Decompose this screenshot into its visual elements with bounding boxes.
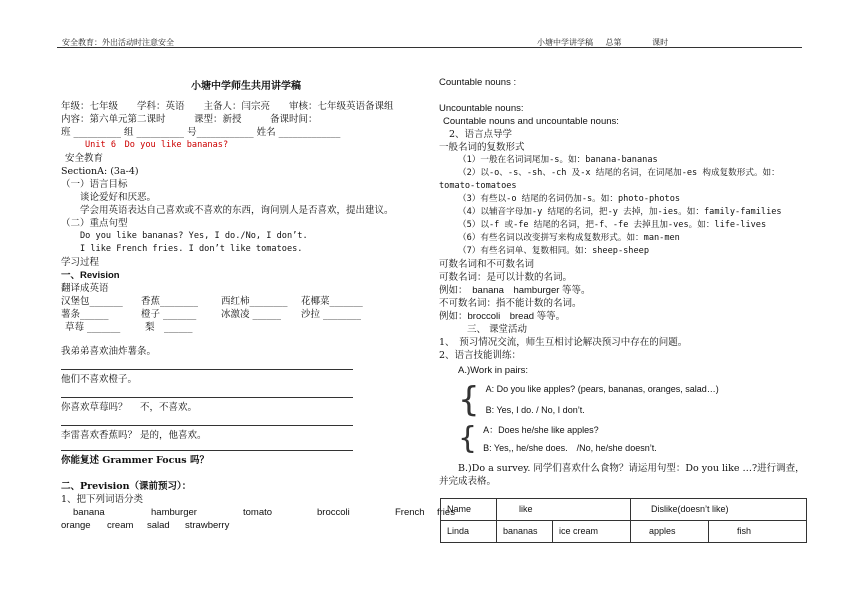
vocab-item: 花椰菜_______ (301, 296, 363, 307)
info-line-2: 内容：第六单元第二课时 课型：新授 备课时间： (61, 114, 318, 125)
vocab-row-3 (61, 321, 431, 334)
countable-uncountable-label: Countable nouns and uncountable nouns: (443, 116, 619, 127)
activity-1: 1、 预习情况交流，师生互相讨论解决预习中存在的问题。 (439, 337, 688, 348)
noun-type-heading: 可数名词和不可数名词 (439, 259, 535, 270)
pair-work-heading: A.)Work in pairs: (458, 365, 529, 376)
sentence-2: 他们不喜欢橙子。 (61, 374, 138, 385)
answer-line (61, 450, 353, 451)
countable-label: Countable nouns : (439, 77, 517, 88)
dialog-line: B: Yes, I do. / No, I don’t. (485, 405, 585, 415)
vocab-item: 橙子 _______ (141, 309, 197, 320)
process-heading: 学习过程 (61, 257, 100, 268)
word: hamburger (151, 507, 197, 518)
word: strawberry (185, 520, 230, 531)
brace-icon: { (458, 421, 478, 456)
goal-heading: （一）语言目标 (61, 179, 128, 190)
header-total-label: 总第 (605, 38, 622, 47)
dialog-line: B: Yes,, he/she does. /No, he/she doesn’t. (483, 443, 657, 453)
plural-rule-7: （7）有些名词单、复数相同。如：sheep-sheep (458, 246, 649, 256)
brace-icon: { (458, 380, 480, 420)
answer-line (61, 425, 353, 426)
revision-number: 一、 (61, 270, 81, 281)
sentence-3: 你喜欢草莓吗？ 不，不喜欢。 (61, 402, 198, 413)
uncountable-def: 不可数名词：指不能计数的名词。 (439, 298, 582, 309)
grammar-question: 你能复述 Grammer Focus 吗？ (61, 455, 209, 466)
section-label: SectionA: (3a-4) (61, 166, 139, 177)
vocab-item: 西红柿________ (221, 296, 288, 307)
survey-table (440, 498, 807, 543)
translate-instruction: 翻译成英语 (61, 283, 109, 294)
safety-label: 安全教育 (65, 153, 104, 164)
countable-example: 例如： banana hamburger 等等。 (439, 285, 591, 296)
word: fries (437, 507, 455, 518)
page-title: 小塘中学师生共用讲学稿 (191, 81, 301, 92)
right-column (439, 76, 809, 543)
sentence-4: 李雷喜欢香蕉吗？ 是的，他喜欢。 (61, 430, 207, 441)
key-heading: （二）重点句型 (61, 218, 128, 229)
pair-dialog-1 (439, 381, 809, 418)
vocab-row-1 (61, 295, 431, 308)
info-line-3: 班 __________ 组 __________ 号____________ 姓名 _____________ (61, 127, 341, 138)
table-cell[interactable]: fish (709, 521, 807, 543)
table-cell[interactable]: ice cream (553, 521, 631, 543)
plural-rule-3: （3）有些以-o 结尾的名词仍加-s。如：photo-photos (458, 194, 681, 204)
sentence-1: 我弟弟喜欢油炸薯条。 (61, 346, 157, 357)
header-safety-note: 安全教育：外出活动时注意安全 (62, 38, 174, 47)
word-row-2 (61, 519, 431, 532)
plural-rule-1: （1）一般在名词词尾加-s。如：banana-bananas (458, 155, 658, 165)
plural-rule-6: （6）有些名词以改变拼写来构成复数形式。如：man-men (458, 233, 680, 243)
vocab-item: 香蕉________ (141, 296, 199, 307)
survey-instruction-1: B.)Do a survey. 同学们喜欢什么食物？请运用句型：Do you like …?进行调查， (458, 463, 805, 474)
table-header-name: Name (441, 499, 497, 521)
uncountable-label: Uncountable nouns: (439, 103, 524, 114)
language-points-heading: 2、语言点导学 (449, 129, 513, 140)
activity-2: 2、语言技能训练： (439, 350, 522, 361)
table-header-row (441, 499, 807, 521)
word: banana (73, 507, 105, 518)
word: broccoli (317, 507, 350, 518)
table-header-dislike: Dislike(doesn’t like) (631, 499, 807, 521)
vocab-item: 草莓 _______ (65, 322, 121, 333)
vocab-item: 梨 ______ (145, 322, 193, 333)
plural-rule-5: （5）以-f 或-fe 结尾的名词，把-f、-fe 去掉且加-ves。如：life-lives (458, 220, 767, 230)
answer-line (61, 397, 353, 398)
table-cell[interactable]: bananas (497, 521, 553, 543)
left-column (61, 60, 455, 532)
word-row-1 (61, 506, 455, 519)
word: orange (61, 520, 91, 531)
dialog-line: A：Does he/she like apples? (483, 425, 599, 435)
vocab-row-2 (61, 308, 431, 321)
vocab-item: 汉堡包_______ (61, 296, 123, 307)
key-line-2: I like French fries. I don’t like tomatoes. (80, 244, 303, 254)
survey-instruction-2: 并完成表格。 (439, 476, 497, 487)
pair-dialog-2 (439, 422, 809, 456)
header-divider (57, 47, 802, 48)
vocab-item: 沙拉 ________ (301, 309, 362, 320)
unit-title: Unit 6 Do you like bananas? (85, 140, 229, 150)
plural-heading: 一般名词的复数形式 (439, 142, 525, 153)
revision-label: Revision (80, 270, 120, 281)
word: salad (147, 520, 170, 531)
answer-line (61, 369, 353, 370)
goal-line-2: 学会用英语表达自己喜欢或不喜欢的东西，询问别人是否喜欢，提出建议。 (80, 205, 394, 216)
prevision-task-1: 1、把下列词语分类 (61, 494, 144, 505)
plural-rule-2-example: tomato-tomatoes (439, 181, 517, 191)
word: cream (107, 520, 134, 531)
table-cell[interactable]: apples (631, 521, 709, 543)
activity-heading: 三、 课堂活动 (467, 324, 528, 335)
revision-heading (61, 269, 431, 282)
goal-line-1: 谈论爱好和厌恶。 (80, 192, 157, 203)
info-line-1: 年级：七年级 学科：英语 主备人：闫宗亮 审核：七年级英语备课组 (61, 101, 394, 112)
dialog-line: A: Do you like apples? (pears, bananas, oranges, salad…) (485, 384, 719, 394)
countable-def: 可数名词：是可以计数的名词。 (439, 272, 573, 283)
plural-rule-4: （4）以辅音字母加-y 结尾的名词，把-y 去掉，加-ies。如：family-families (458, 207, 782, 217)
header-school-name: 小塘中学讲学稿 (537, 38, 593, 47)
word: French (395, 507, 425, 518)
table-row (441, 521, 807, 543)
vocab-item: 冰激凌 ______ (221, 309, 282, 320)
table-header-like: like (497, 499, 631, 521)
key-line-1: Do you like bananas? Yes, I do./No, I don’t. (80, 231, 308, 241)
uncountable-example: 例如：broccoli bread 等等。 (439, 311, 566, 322)
header-period-label: 课时 (652, 38, 669, 47)
table-cell-name[interactable]: Linda (441, 521, 497, 543)
vocab-item: 薯条______ (61, 309, 109, 320)
word: tomato (243, 507, 273, 518)
plural-rule-2: （2）以-o、-s、-sh、-ch 及-x 结尾的名词，在词尾加-es 构成复数形式。如： (458, 168, 780, 178)
prevision-heading: 二、Prevision（课前预习）： (61, 481, 192, 492)
